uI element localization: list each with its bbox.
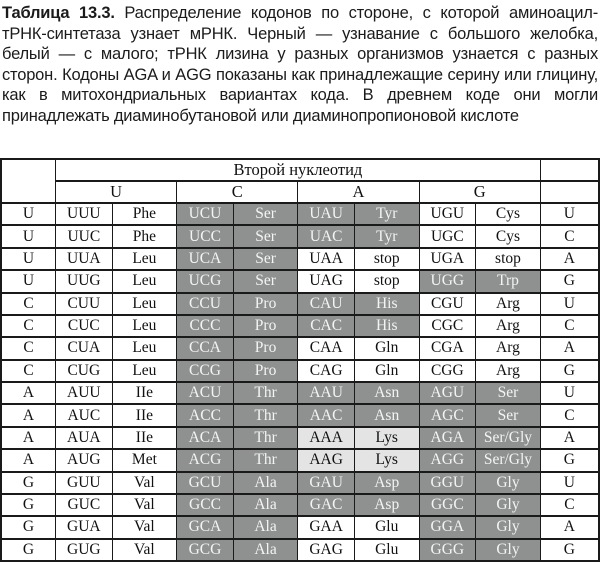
amino-acid-cell: Glu (354, 539, 419, 561)
amino-acid-cell: Asn (354, 404, 419, 426)
codon-cell: GAG (298, 539, 355, 561)
third-nucleotide-cell: C (540, 315, 599, 337)
amino-acid-cell: Pro (233, 337, 298, 359)
amino-acid-cell: Ser (233, 248, 298, 270)
amino-acid-cell: Val (112, 539, 177, 561)
codon-cell: CUG (56, 360, 113, 382)
codon-cell: AGU (419, 382, 476, 404)
amino-acid-cell: Arg (476, 315, 541, 337)
codon-cell: UAU (298, 203, 355, 225)
codon-cell: UUG (56, 270, 113, 292)
amino-acid-cell: Ser (233, 270, 298, 292)
amino-acid-cell: IIe (112, 427, 177, 449)
codon-cell: UCU (177, 203, 234, 225)
codon-cell: UCC (177, 225, 234, 247)
codon-cell: GAU (298, 472, 355, 494)
amino-acid-cell: Asn (354, 382, 419, 404)
table-row (1, 360, 599, 382)
first-nucleotide-cell: U (1, 270, 56, 292)
table-row (1, 449, 599, 471)
codon-cell: CAG (298, 360, 355, 382)
codon-cell: UGA (419, 248, 476, 270)
amino-acid-cell: Ser/Gly (476, 449, 541, 471)
table-row (1, 472, 599, 494)
amino-acid-cell: Ser (233, 225, 298, 247)
codon-cell: ACA (177, 427, 234, 449)
first-nucleotide-cell: G (1, 516, 56, 538)
amino-acid-cell: stop (354, 248, 419, 270)
third-nucleotide-cell: U (540, 293, 599, 315)
amino-acid-cell: Phe (112, 225, 177, 247)
codon-cell: UCA (177, 248, 234, 270)
codon-cell: CGU (419, 293, 476, 315)
codon-cell: CUC (56, 315, 113, 337)
amino-acid-cell: stop (476, 248, 541, 270)
codon-cell: GGC (419, 494, 476, 516)
table-row (1, 203, 599, 225)
codon-cell: GCU (177, 472, 234, 494)
third-nucleotide-cell: U (540, 472, 599, 494)
third-nucleotide-cell: G (540, 449, 599, 471)
amino-acid-cell: Gly (476, 516, 541, 538)
codon-cell: UCG (177, 270, 234, 292)
first-nucleotide-cell: U (1, 248, 56, 270)
codon-cell: UUA (56, 248, 113, 270)
table-row (1, 516, 599, 538)
first-nucleotide-cell: C (1, 337, 56, 359)
amino-acid-cell: stop (354, 270, 419, 292)
third-nucleotide-cell: A (540, 337, 599, 359)
codon-cell: UGC (419, 225, 476, 247)
codon-cell: GCG (177, 539, 234, 561)
table-row (1, 270, 599, 292)
codon-cell: AGA (419, 427, 476, 449)
third-nucleotide-cell: G (540, 539, 599, 561)
third-nucleotide-cell: C (540, 404, 599, 426)
first-nucleotide-cell: C (1, 360, 56, 382)
table-row (1, 293, 599, 315)
codon-cell: UUC (56, 225, 113, 247)
codon-cell: AAG (298, 449, 355, 471)
corner-cell-top-right-upper (540, 159, 599, 181)
first-nucleotide-cell: A (1, 427, 56, 449)
amino-acid-cell: Gly (476, 472, 541, 494)
codon-cell: GCA (177, 516, 234, 538)
codon-cell: GCC (177, 494, 234, 516)
codon-cell: CAA (298, 337, 355, 359)
third-nucleotide-cell: A (540, 427, 599, 449)
amino-acid-cell: Leu (112, 337, 177, 359)
codon-cell: CAU (298, 293, 355, 315)
codon-cell: AUC (56, 404, 113, 426)
amino-acid-cell: Asp (354, 472, 419, 494)
codon-cell: CGG (419, 360, 476, 382)
amino-acid-cell: Ala (233, 472, 298, 494)
third-nucleotide-cell: A (540, 516, 599, 538)
codon-cell: UAG (298, 270, 355, 292)
table-header-row-2 (1, 181, 599, 203)
amino-acid-cell: Pro (233, 360, 298, 382)
table-row (1, 225, 599, 247)
amino-acid-cell: Gly (476, 539, 541, 561)
codon-cell: CUA (56, 337, 113, 359)
table-caption-label: Таблица 13.3. (2, 4, 115, 22)
amino-acid-cell: Val (112, 516, 177, 538)
amino-acid-cell: Arg (476, 360, 541, 382)
table-caption-text: Распределение кодонов по стороне, с которой аминоацил-тРНК-синтетаза узнает мРНК. Черный — узнавание с большого желобка, белый — с малого; тРНК лизина у разных организмов узнается с разных сторон. Кодоны AGA и AGG показаны как принадлежащие серину или глицину, как в митохондриальных вариантах кода. В древнем коде они могли принадлежать диаминобутановой или диаминопропионовой кислоте (2, 4, 598, 125)
third-nucleotide-cell: G (540, 360, 599, 382)
amino-acid-cell: IIe (112, 382, 177, 404)
first-nucleotide-cell: C (1, 315, 56, 337)
amino-acid-cell: Thr (233, 449, 298, 471)
codon-cell: AAA (298, 427, 355, 449)
amino-acid-cell: Leu (112, 360, 177, 382)
amino-acid-cell: Leu (112, 293, 177, 315)
amino-acid-cell: His (354, 293, 419, 315)
codon-cell: GAC (298, 494, 355, 516)
amino-acid-cell: His (354, 315, 419, 337)
first-nucleotide-cell: A (1, 404, 56, 426)
amino-acid-cell: Thr (233, 427, 298, 449)
codon-table (0, 158, 600, 562)
corner-cell-top-right-lower (540, 181, 599, 203)
amino-acid-cell: Ser (476, 404, 541, 426)
amino-acid-cell: Lys (354, 449, 419, 471)
first-nucleotide-cell: G (1, 539, 56, 561)
codon-cell: CGC (419, 315, 476, 337)
amino-acid-cell: Ser/Gly (476, 427, 541, 449)
codon-cell: CGA (419, 337, 476, 359)
amino-acid-cell: Ala (233, 516, 298, 538)
codon-cell: GUG (56, 539, 113, 561)
codon-cell: UGU (419, 203, 476, 225)
codon-cell: GUA (56, 516, 113, 538)
second-nucleotide-col-G: G (419, 181, 540, 203)
first-nucleotide-cell: A (1, 449, 56, 471)
codon-cell: CCG (177, 360, 234, 382)
amino-acid-cell: Met (112, 449, 177, 471)
codon-cell: ACU (177, 382, 234, 404)
second-nucleotide-col-U: U (56, 181, 177, 203)
amino-acid-cell: Ser (476, 382, 541, 404)
third-nucleotide-cell: G (540, 270, 599, 292)
codon-cell: AAC (298, 404, 355, 426)
table-row (1, 494, 599, 516)
codon-cell: CAC (298, 315, 355, 337)
codon-cell: GUC (56, 494, 113, 516)
amino-acid-cell: Glu (354, 516, 419, 538)
codon-table-body (1, 203, 599, 561)
amino-acid-cell: Gln (354, 360, 419, 382)
amino-acid-cell: Val (112, 494, 177, 516)
amino-acid-cell: Leu (112, 248, 177, 270)
table-caption (0, 0, 600, 150)
codon-cell: AAU (298, 382, 355, 404)
table-row (1, 382, 599, 404)
codon-cell: CCC (177, 315, 234, 337)
first-nucleotide-cell: U (1, 203, 56, 225)
first-nucleotide-cell: G (1, 494, 56, 516)
table-row (1, 427, 599, 449)
amino-acid-cell: Gly (476, 494, 541, 516)
amino-acid-cell: Cys (476, 225, 541, 247)
table-header-row-1 (1, 159, 599, 181)
amino-acid-cell: Tyr (354, 225, 419, 247)
table-row (1, 404, 599, 426)
amino-acid-cell: Ala (233, 494, 298, 516)
first-nucleotide-cell: A (1, 382, 56, 404)
amino-acid-cell: Leu (112, 315, 177, 337)
codon-cell: UGG (419, 270, 476, 292)
amino-acid-cell: Arg (476, 337, 541, 359)
codon-cell: AUG (56, 449, 113, 471)
third-nucleotide-cell: U (540, 382, 599, 404)
amino-acid-cell: Thr (233, 404, 298, 426)
amino-acid-cell: Thr (233, 382, 298, 404)
third-nucleotide-cell: U (540, 203, 599, 225)
codon-cell: AUA (56, 427, 113, 449)
amino-acid-cell: Leu (112, 270, 177, 292)
second-nucleotide-header: Второй нуклеотид (56, 159, 541, 181)
codon-cell: GGU (419, 472, 476, 494)
amino-acid-cell: Tyr (354, 203, 419, 225)
codon-cell: GGA (419, 516, 476, 538)
amino-acid-cell: Cys (476, 203, 541, 225)
amino-acid-cell: Pro (233, 293, 298, 315)
table-row (1, 315, 599, 337)
amino-acid-cell: Pro (233, 315, 298, 337)
corner-cell-top-left (1, 159, 56, 203)
amino-acid-cell: Trp (476, 270, 541, 292)
codon-cell: CCU (177, 293, 234, 315)
first-nucleotide-cell: U (1, 225, 56, 247)
codon-cell: UUU (56, 203, 113, 225)
table-row (1, 539, 599, 561)
third-nucleotide-cell: A (540, 248, 599, 270)
codon-cell: CUU (56, 293, 113, 315)
first-nucleotide-cell: C (1, 293, 56, 315)
codon-cell: ACG (177, 449, 234, 471)
codon-cell: GUU (56, 472, 113, 494)
codon-cell: AUU (56, 382, 113, 404)
codon-cell: GAA (298, 516, 355, 538)
codon-cell: UAA (298, 248, 355, 270)
codon-cell: ACC (177, 404, 234, 426)
amino-acid-cell: Ala (233, 539, 298, 561)
amino-acid-cell: Ser (233, 203, 298, 225)
amino-acid-cell: Lys (354, 427, 419, 449)
amino-acid-cell: Phe (112, 203, 177, 225)
amino-acid-cell: Arg (476, 293, 541, 315)
codon-cell: AGC (419, 404, 476, 426)
amino-acid-cell: IIe (112, 404, 177, 426)
third-nucleotide-cell: C (540, 494, 599, 516)
table-row (1, 337, 599, 359)
codon-cell: UAC (298, 225, 355, 247)
third-nucleotide-cell: C (540, 225, 599, 247)
second-nucleotide-col-A: A (298, 181, 419, 203)
first-nucleotide-cell: G (1, 472, 56, 494)
amino-acid-cell: Asp (354, 494, 419, 516)
table-row (1, 248, 599, 270)
amino-acid-cell: Gln (354, 337, 419, 359)
second-nucleotide-col-C: C (177, 181, 298, 203)
amino-acid-cell: Val (112, 472, 177, 494)
codon-cell: AGG (419, 449, 476, 471)
codon-cell: GGG (419, 539, 476, 561)
codon-cell: CCA (177, 337, 234, 359)
